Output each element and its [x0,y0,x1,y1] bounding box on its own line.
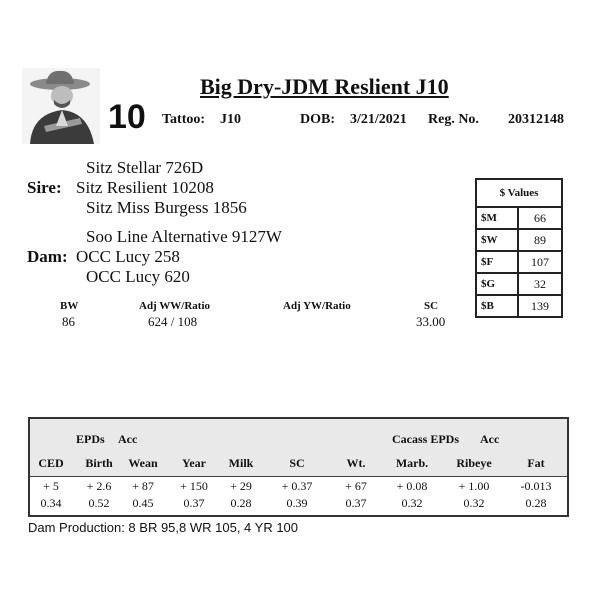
tattoo-value: J10 [220,112,241,127]
carcass-group-label: Cacass EPDs [392,432,460,446]
sc-label: SC [424,300,439,312]
sire-sire: Sitz Stellar 726D [86,158,204,177]
epd-value: + 67 [345,479,367,493]
dam-sire: Soo Line Alternative 9127W [86,227,282,246]
dam-name: OCC Lucy 258 [76,247,180,266]
lot-number: 10 [108,98,146,136]
dam-dam: OCC Lucy 620 [86,267,190,286]
dollar-value-key: $M [476,207,518,229]
epd-value: + 1.00 [458,479,490,493]
dollar-value-key: $G [476,273,518,295]
epd-accuracy: 0.32 [463,496,485,510]
epd-value: + 2.6 [86,479,112,493]
dam-label: Dam: [27,247,68,266]
dollar-value-row [476,229,562,251]
reg-value: 20312148 [508,112,564,127]
epd-accuracy: 0.34 [40,496,62,510]
sire-name: Sitz Resilient 10208 [76,178,214,197]
bw-label: BW [60,300,79,312]
dam-production: Dam Production: 8 BR 95,8 WR 105, 4 YR 100 [28,520,299,535]
epd-value: + 5 [43,479,59,493]
epd-accuracy: 0.37 [183,496,205,510]
epd-accuracy: 0.28 [525,496,547,510]
dollar-value-val: 32 [518,273,562,295]
epd-accuracy: 0.28 [230,496,252,510]
epd-accuracy: 0.37 [345,496,367,510]
epd-column-header: Marb. [395,456,429,470]
epd-column-header: Milk [228,456,254,470]
sc-value: 33.00 [416,314,446,329]
epd-column-header: Year [182,456,206,470]
epd-column-header: Ribeye [456,456,492,470]
cowboy-photo-icon [22,68,100,144]
epd-accuracy: 0.32 [401,496,423,510]
epd-value: + 0.08 [396,479,428,493]
epd-value: + 150 [180,479,208,493]
dollar-value-row [476,295,562,317]
epd-accuracy: 0.39 [286,496,308,510]
epd-column-header: Fat [527,456,545,470]
epd-acc-label: Acc [118,432,138,446]
epd-value: + 0.37 [281,479,313,493]
dollar-values-title: $ Values [476,179,562,207]
dollar-value-val: 89 [518,229,562,251]
dob-value: 3/21/2021 [350,112,407,127]
epd-value: + 87 [132,479,154,493]
bw-value: 86 [62,314,75,329]
epd-accuracy: 0.45 [132,496,154,510]
epd-value: + 29 [230,479,252,493]
epd-column-header: Wean [128,456,158,470]
dollar-value-row [476,251,562,273]
ww-label: Adj WW/Ratio [139,300,210,312]
epd-column-header: SC [289,456,305,470]
dob-label: DOB: [300,112,335,127]
yw-label: Adj YW/Ratio [283,300,351,312]
dollar-value-row [476,207,562,229]
carcass-acc-label: Acc [480,432,500,446]
dollar-value-row [476,273,562,295]
animal-title: Big Dry-JDM Reslient J10 [200,74,449,99]
dollar-value-key: $W [476,229,518,251]
epd-column-header: Birth [85,456,113,470]
dollar-value-key: $B [476,295,518,317]
epd-group-label: EPDs [76,432,105,446]
dollar-value-val: 66 [518,207,562,229]
ww-value: 624 / 108 [148,314,198,329]
epd-divider [30,476,567,477]
epd-column-header: CED [38,456,64,470]
sire-dam: Sitz Miss Burgess 1856 [86,198,247,217]
reg-label: Reg. No. [428,112,479,127]
epd-value: -0.013 [520,479,552,493]
dollar-value-key: $F [476,251,518,273]
dollar-values-table [475,178,563,318]
sire-label: Sire: [27,178,62,197]
epd-column-header: Wt. [346,456,366,470]
dollar-value-val: 139 [518,295,562,317]
dollar-value-val: 107 [518,251,562,273]
epd-accuracy: 0.52 [88,496,110,510]
tattoo-label: Tattoo: [162,112,206,127]
